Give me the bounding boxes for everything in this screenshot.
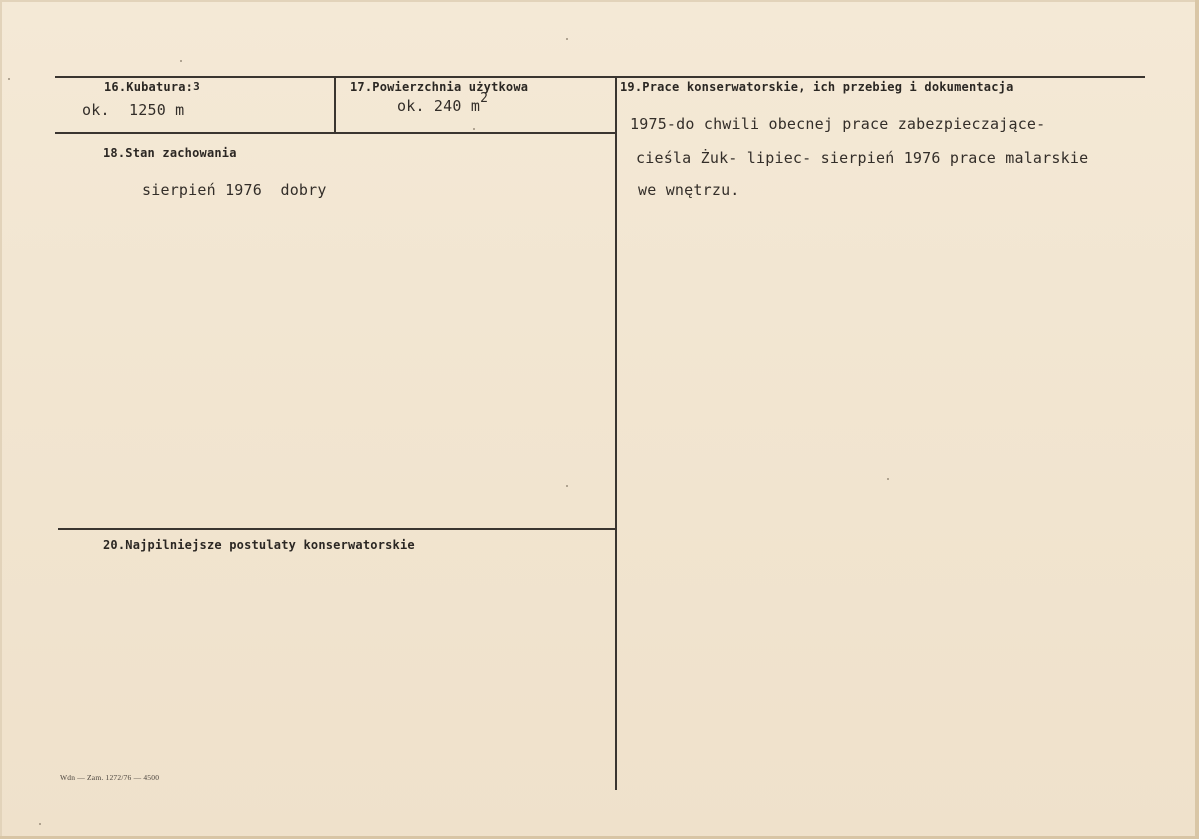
kubatura-label-text: 16.Kubatura: (104, 80, 194, 94)
powierzchnia-label: 17.Powierzchnia użytkowa (350, 80, 529, 94)
paper-speck (566, 38, 568, 40)
paper-speck (887, 478, 889, 480)
powierzchnia-unit-superscript: 2 (480, 91, 489, 106)
prace-line-2: cieśla Żuk- lipiec- sierpień 1976 prace malarskie (636, 149, 1089, 167)
prace-konserwatorskie-label: 19.Prace konserwatorskie, ich przebieg i dokumentacja (620, 80, 1014, 94)
divider-kubatura-powierzchnia (334, 76, 336, 133)
top-rule (55, 76, 1145, 78)
kubatura-unit-superscript: 3 (193, 80, 200, 93)
print-footer: Wdn — Zam. 1272/76 — 4500 (60, 773, 160, 782)
postulaty-label: 20.Najpilniejsze postulaty konserwatorskie (103, 538, 415, 552)
powierzchnia-value-text: ok. 240 m (397, 97, 481, 115)
paper-speck (39, 823, 41, 825)
prace-line-3: we wnętrzu. (638, 181, 740, 199)
stan-zachowania-value: sierpień 1976 dobry (142, 181, 327, 199)
kubatura-label (104, 80, 200, 94)
kubatura-value-prefix: ok. (82, 101, 110, 119)
prace-line-1: 1975-do chwili obecnej prace zabezpieczające- (630, 115, 1046, 133)
paper-speck (8, 78, 10, 80)
center-vertical-rule (615, 76, 617, 790)
header-bottom-rule-left (55, 132, 616, 134)
powierzchnia-value (397, 91, 489, 115)
kubatura-value: 1250 m (129, 101, 185, 119)
paper-speck (180, 60, 182, 62)
stan-zachowania-label: 18.Stan zachowania (103, 146, 237, 160)
section-20-top-rule (58, 528, 616, 530)
paper-speck (473, 128, 475, 130)
paper-speck (566, 485, 568, 487)
card-edge-right (1195, 0, 1199, 839)
